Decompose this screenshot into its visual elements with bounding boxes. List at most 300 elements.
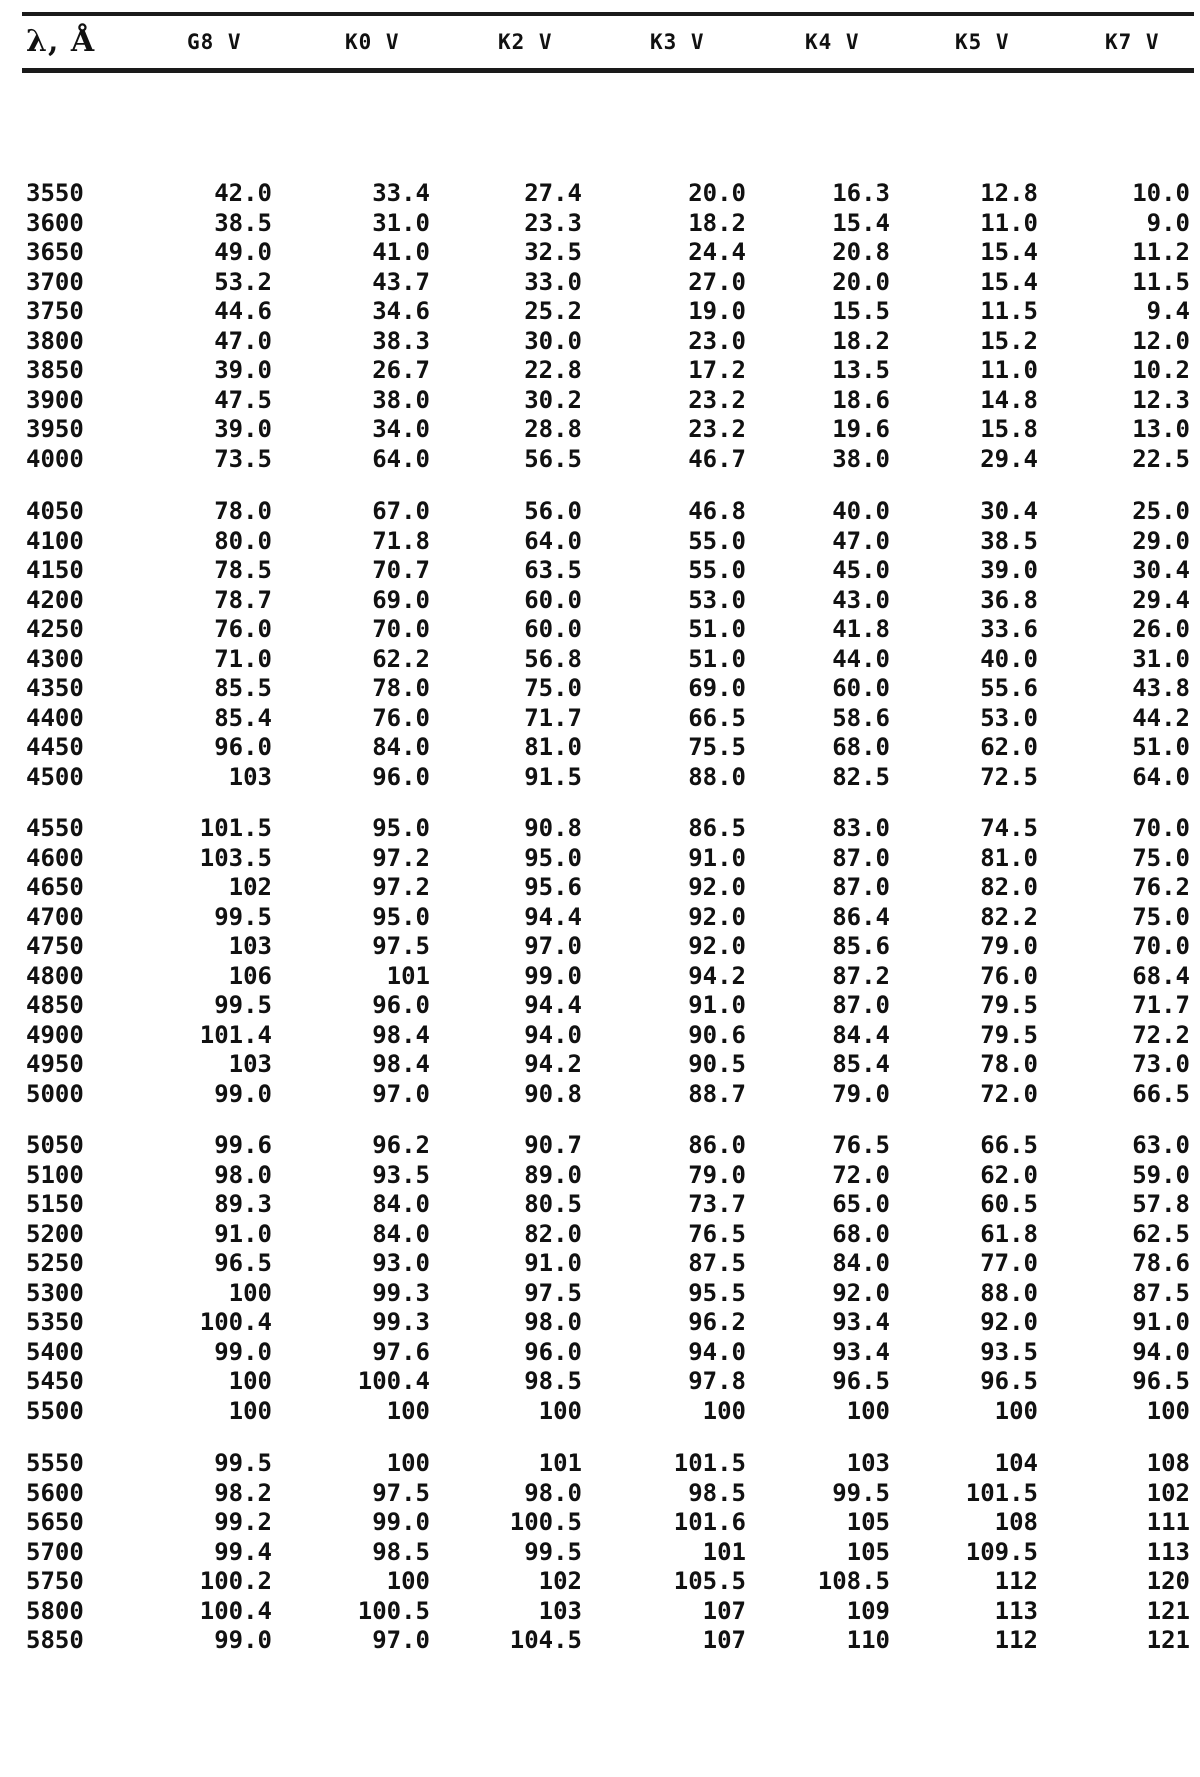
cell-wavelength: 4900 [26,1020,84,1049]
table-row [0,178,1200,208]
cell-k0v: 78.0 [372,674,430,702]
cell-k2v: 30.2 [524,385,582,414]
cell-k5v: 76.0 [980,961,1038,990]
cell-g8v: 100 [228,1367,272,1395]
cell-k2v: 60.0 [524,615,582,643]
cell-k7v: 73.0 [1132,1050,1190,1078]
cell-k3v: 105.5 [673,1567,746,1595]
cell-k5v: 88.0 [980,1278,1038,1307]
cell-k3v: 53.0 [688,585,746,614]
cell-k3v: 87.5 [688,1249,746,1277]
cell-k3v: 92.0 [688,932,746,960]
cell-k5v: 112 [994,1567,1038,1595]
cell-g8v: 106 [228,961,272,990]
cell-k4v: 100 [846,1396,890,1425]
cell-wavelength: 5100 [26,1160,84,1189]
cell-k7v: 113 [1146,1537,1190,1566]
table-row [0,1020,1200,1050]
cell-k0v: 99.0 [372,1508,430,1536]
cell-k5v: 11.0 [980,356,1038,384]
cell-k4v: 68.0 [832,733,890,761]
table-row [0,585,1200,615]
cell-k7v: 11.5 [1132,267,1190,296]
table-row [0,1049,1200,1079]
cell-k5v: 11.5 [980,297,1038,325]
cell-k3v: 51.0 [688,644,746,673]
cell-k4v: 15.5 [832,297,890,325]
table-row [0,1278,1200,1308]
cell-k0v: 76.0 [372,703,430,732]
cell-k5v: 109.5 [965,1537,1038,1566]
cell-k7v: 78.6 [1132,1249,1190,1277]
cell-g8v: 38.5 [214,208,272,237]
table-row [0,1566,1200,1596]
cell-k2v: 94.0 [524,1020,582,1049]
table-row [0,872,1200,902]
cell-k3v: 79.0 [688,1160,746,1189]
cell-k4v: 72.0 [832,1160,890,1189]
cell-g8v: 102 [228,873,272,901]
cell-k2v: 98.0 [524,1308,582,1336]
cell-g8v: 98.0 [214,1160,272,1189]
cell-k4v: 18.6 [832,385,890,414]
cell-k2v: 81.0 [524,733,582,761]
cell-k7v: 10.0 [1132,179,1190,207]
cell-k0v: 62.2 [372,644,430,673]
cell-k3v: 90.5 [688,1050,746,1078]
cell-k2v: 100.5 [509,1508,582,1536]
cell-k2v: 56.0 [524,497,582,525]
cell-wavelength: 4700 [26,902,84,931]
cell-k7v: 63.0 [1132,1131,1190,1159]
cell-g8v: 73.5 [214,444,272,473]
cell-wavelength: 4600 [26,843,84,872]
cell-k3v: 23.0 [688,326,746,355]
table-row [0,1248,1200,1278]
cell-wavelength: 3950 [26,415,84,443]
table-row [0,1130,1200,1160]
cell-k7v: 29.4 [1132,585,1190,614]
table-row [0,555,1200,585]
cell-wavelength: 5600 [26,1478,84,1507]
cell-k5v: 79.5 [980,991,1038,1019]
cell-k5v: 113 [994,1596,1038,1625]
cell-k4v: 45.0 [832,556,890,584]
cell-k4v: 108.5 [817,1567,890,1595]
table-row [0,1478,1200,1508]
cell-k7v: 72.2 [1132,1020,1190,1049]
cell-wavelength: 5150 [26,1190,84,1218]
cell-k5v: 61.8 [980,1219,1038,1248]
cell-k2v: 32.5 [524,238,582,266]
cell-k3v: 24.4 [688,238,746,266]
cell-k5v: 15.8 [980,415,1038,443]
cell-wavelength: 3900 [26,385,84,414]
cell-wavelength: 4850 [26,991,84,1019]
cell-k0v: 100 [386,1449,430,1477]
cell-g8v: 96.5 [214,1249,272,1277]
cell-k5v: 30.4 [980,497,1038,525]
cell-k3v: 69.0 [688,674,746,702]
cell-g8v: 103 [228,932,272,960]
cell-wavelength: 3800 [26,326,84,355]
cell-k5v: 108 [994,1508,1038,1536]
cell-g8v: 47.0 [214,326,272,355]
cell-k2v: 75.0 [524,674,582,702]
header-g8v: G8 V [187,30,242,54]
cell-g8v: 80.0 [214,526,272,555]
cell-k5v: 40.0 [980,644,1038,673]
cell-k5v: 53.0 [980,703,1038,732]
cell-k7v: 25.0 [1132,497,1190,525]
cell-k5v: 33.6 [980,615,1038,643]
cell-wavelength: 4100 [26,526,84,555]
table-row [0,1625,1200,1655]
cell-g8v: 42.0 [214,179,272,207]
cell-g8v: 39.0 [214,356,272,384]
cell-wavelength: 3600 [26,208,84,237]
cell-g8v: 103 [228,1050,272,1078]
cell-g8v: 100 [228,1278,272,1307]
cell-g8v: 49.0 [214,238,272,266]
cell-k4v: 96.5 [832,1367,890,1395]
cell-k2v: 56.8 [524,644,582,673]
cell-k5v: 15.4 [980,267,1038,296]
table-row [0,813,1200,843]
cell-wavelength: 4450 [26,733,84,761]
cell-k7v: 12.3 [1132,385,1190,414]
cell-wavelength: 5450 [26,1367,84,1395]
cell-wavelength: 4950 [26,1050,84,1078]
table-top-rule [22,12,1194,16]
cell-k5v: 79.5 [980,1020,1038,1049]
cell-k4v: 87.0 [832,843,890,872]
table-row [0,931,1200,961]
table-row [0,961,1200,991]
cell-k3v: 101.5 [673,1449,746,1477]
cell-k3v: 46.8 [688,497,746,525]
cell-k2v: 90.8 [524,1079,582,1108]
cell-k7v: 57.8 [1132,1190,1190,1218]
cell-k0v: 41.0 [372,238,430,266]
cell-k7v: 75.0 [1132,843,1190,872]
cell-g8v: 89.3 [214,1190,272,1218]
cell-k7v: 75.0 [1132,902,1190,931]
cell-k7v: 13.0 [1132,415,1190,443]
cell-k3v: 20.0 [688,179,746,207]
cell-k2v: 23.3 [524,208,582,237]
cell-g8v: 99.5 [214,902,272,931]
cell-k3v: 94.2 [688,961,746,990]
cell-k3v: 19.0 [688,297,746,325]
cell-g8v: 103.5 [199,843,272,872]
cell-k2v: 94.4 [524,991,582,1019]
cell-g8v: 99.5 [214,1449,272,1477]
cell-g8v: 101.4 [199,1020,272,1049]
cell-g8v: 91.0 [214,1219,272,1248]
cell-k0v: 84.0 [372,1219,430,1248]
cell-wavelength: 5050 [26,1131,84,1159]
cell-k2v: 94.2 [524,1050,582,1078]
cell-k2v: 91.0 [524,1249,582,1277]
cell-k2v: 71.7 [524,703,582,732]
cell-k3v: 46.7 [688,444,746,473]
cell-k5v: 82.0 [980,873,1038,901]
cell-k0v: 67.0 [372,497,430,525]
cell-k5v: 66.5 [980,1131,1038,1159]
table-header [0,22,1200,62]
cell-k2v: 60.0 [524,585,582,614]
cell-k7v: 11.2 [1132,238,1190,266]
cell-k5v: 36.8 [980,585,1038,614]
cell-k5v: 78.0 [980,1050,1038,1078]
cell-k3v: 75.5 [688,733,746,761]
table-row [0,1079,1200,1109]
cell-k0v: 100.4 [357,1367,430,1395]
table-row [0,414,1200,444]
cell-k4v: 87.2 [832,961,890,990]
cell-k5v: 15.2 [980,326,1038,355]
cell-k3v: 76.5 [688,1219,746,1248]
cell-k3v: 55.0 [688,556,746,584]
table-row [0,1396,1200,1426]
cell-g8v: 101.5 [199,814,272,842]
cell-k7v: 111 [1146,1508,1190,1536]
cell-wavelength: 4750 [26,932,84,960]
cell-k3v: 95.5 [688,1278,746,1307]
cell-k2v: 102 [538,1567,582,1595]
cell-k4v: 43.0 [832,585,890,614]
cell-k2v: 94.4 [524,902,582,931]
cell-g8v: 85.4 [214,703,272,732]
cell-k5v: 15.4 [980,238,1038,266]
cell-k2v: 99.0 [524,961,582,990]
cell-wavelength: 4400 [26,703,84,732]
cell-k5v: 72.5 [980,762,1038,791]
cell-k7v: 102 [1146,1478,1190,1507]
cell-k5v: 92.0 [980,1308,1038,1336]
cell-k7v: 120 [1146,1567,1190,1595]
cell-k3v: 23.2 [688,415,746,443]
cell-k4v: 84.0 [832,1249,890,1277]
cell-k2v: 95.6 [524,873,582,901]
cell-k5v: 38.5 [980,526,1038,555]
cell-k0v: 97.2 [372,873,430,901]
cell-k4v: 15.4 [832,208,890,237]
cell-k3v: 88.0 [688,762,746,791]
cell-wavelength: 5000 [26,1079,84,1108]
cell-k4v: 85.4 [832,1050,890,1078]
cell-k0v: 71.8 [372,526,430,555]
cell-k2v: 100 [538,1396,582,1425]
table-row [0,703,1200,733]
cell-g8v: 99.0 [214,1626,272,1654]
table-row [0,296,1200,326]
cell-g8v: 53.2 [214,267,272,296]
cell-k3v: 73.7 [688,1190,746,1218]
cell-k5v: 81.0 [980,843,1038,872]
table-row [0,1337,1200,1367]
cell-k0v: 100.5 [357,1596,430,1625]
cell-k0v: 97.5 [372,1478,430,1507]
cell-k2v: 90.8 [524,814,582,842]
cell-k0v: 97.2 [372,843,430,872]
table-row [0,355,1200,385]
cell-wavelength: 5550 [26,1449,84,1477]
cell-wavelength: 4300 [26,644,84,673]
table-row [0,1189,1200,1219]
cell-k3v: 66.5 [688,703,746,732]
cell-k3v: 94.0 [688,1337,746,1366]
table-row [0,762,1200,792]
header-k4v: K4 V [805,30,860,54]
cell-k3v: 107 [702,1596,746,1625]
cell-g8v: 78.0 [214,497,272,525]
cell-wavelength: 5750 [26,1567,84,1595]
table-row [0,1219,1200,1249]
cell-k4v: 105 [846,1537,890,1566]
cell-g8v: 76.0 [214,615,272,643]
cell-wavelength: 3550 [26,179,84,207]
cell-k4v: 19.6 [832,415,890,443]
cell-wavelength: 5650 [26,1508,84,1536]
cell-k3v: 55.0 [688,526,746,555]
cell-k7v: 43.8 [1132,674,1190,702]
cell-k2v: 97.5 [524,1278,582,1307]
cell-g8v: 99.4 [214,1537,272,1566]
cell-k4v: 47.0 [832,526,890,555]
cell-k4v: 92.0 [832,1278,890,1307]
cell-k7v: 64.0 [1132,762,1190,791]
cell-k4v: 16.3 [832,179,890,207]
cell-k3v: 86.0 [688,1131,746,1159]
cell-k7v: 26.0 [1132,615,1190,643]
cell-k2v: 99.5 [524,1537,582,1566]
cell-k2v: 30.0 [524,326,582,355]
header-k3v: K3 V [650,30,705,54]
cell-k5v: 62.0 [980,733,1038,761]
cell-k4v: 105 [846,1508,890,1536]
cell-k3v: 101 [702,1537,746,1566]
table-row [0,496,1200,526]
cell-wavelength: 5300 [26,1278,84,1307]
cell-k0v: 97.6 [372,1337,430,1366]
cell-k3v: 88.7 [688,1079,746,1108]
cell-k4v: 13.5 [832,356,890,384]
table-row [0,1596,1200,1626]
cell-k2v: 22.8 [524,356,582,384]
table-row [0,267,1200,297]
cell-k0v: 38.3 [372,326,430,355]
cell-wavelength: 3700 [26,267,84,296]
cell-k2v: 80.5 [524,1190,582,1218]
cell-k7v: 22.5 [1132,444,1190,473]
cell-k5v: 39.0 [980,556,1038,584]
cell-k7v: 94.0 [1132,1337,1190,1366]
cell-g8v: 78.7 [214,585,272,614]
cell-wavelength: 5850 [26,1626,84,1654]
cell-k5v: 77.0 [980,1249,1038,1277]
cell-k5v: 74.5 [980,814,1038,842]
cell-k4v: 60.0 [832,674,890,702]
cell-k0v: 99.3 [372,1278,430,1307]
cell-k3v: 86.5 [688,814,746,842]
cell-k2v: 63.5 [524,556,582,584]
cell-k0v: 96.2 [372,1131,430,1159]
cell-k7v: 91.0 [1132,1308,1190,1336]
cell-k3v: 100 [702,1396,746,1425]
table-row [0,644,1200,674]
cell-k3v: 27.0 [688,267,746,296]
cell-wavelength: 4800 [26,961,84,990]
cell-k7v: 44.2 [1132,703,1190,732]
cell-g8v: 99.2 [214,1508,272,1536]
cell-k4v: 99.5 [832,1478,890,1507]
cell-k4v: 20.8 [832,238,890,266]
cell-k7v: 108 [1146,1449,1190,1477]
cell-k4v: 38.0 [832,444,890,473]
cell-k5v: 60.5 [980,1190,1038,1218]
table-row [0,1537,1200,1567]
cell-wavelength: 5200 [26,1219,84,1248]
cell-k7v: 9.0 [1146,208,1190,237]
cell-wavelength: 5350 [26,1308,84,1336]
cell-k3v: 91.0 [688,843,746,872]
cell-k4v: 18.2 [832,326,890,355]
cell-k3v: 92.0 [688,873,746,901]
cell-k5v: 79.0 [980,932,1038,960]
cell-k5v: 12.8 [980,179,1038,207]
cell-k2v: 90.7 [524,1131,582,1159]
cell-k5v: 93.5 [980,1337,1038,1366]
cell-k3v: 97.8 [688,1367,746,1395]
cell-k4v: 65.0 [832,1190,890,1218]
cell-k5v: 29.4 [980,444,1038,473]
cell-k7v: 29.0 [1132,526,1190,555]
cell-k7v: 10.2 [1132,356,1190,384]
cell-k4v: 86.4 [832,902,890,931]
cell-k3v: 23.2 [688,385,746,414]
table-row [0,326,1200,356]
cell-k4v: 103 [846,1449,890,1477]
cell-wavelength: 5400 [26,1337,84,1366]
cell-k0v: 97.0 [372,1079,430,1108]
table-row [0,385,1200,415]
table-row [0,614,1200,644]
cell-k0v: 69.0 [372,585,430,614]
cell-k2v: 95.0 [524,843,582,872]
cell-k0v: 99.3 [372,1308,430,1336]
cell-g8v: 99.5 [214,991,272,1019]
header-k0v: K0 V [345,30,400,54]
cell-k4v: 58.6 [832,703,890,732]
cell-k4v: 76.5 [832,1131,890,1159]
cell-k2v: 104.5 [509,1626,582,1654]
table-row [0,1448,1200,1478]
cell-g8v: 39.0 [214,415,272,443]
cell-k7v: 70.0 [1132,932,1190,960]
cell-wavelength: 4500 [26,762,84,791]
cell-k7v: 68.4 [1132,961,1190,990]
cell-k0v: 97.5 [372,932,430,960]
cell-k4v: 87.0 [832,873,890,901]
cell-k3v: 90.6 [688,1020,746,1049]
cell-k0v: 98.4 [372,1020,430,1049]
cell-g8v: 100.4 [199,1596,272,1625]
cell-k7v: 87.5 [1132,1278,1190,1307]
cell-k0v: 70.7 [372,556,430,584]
cell-k4v: 40.0 [832,497,890,525]
